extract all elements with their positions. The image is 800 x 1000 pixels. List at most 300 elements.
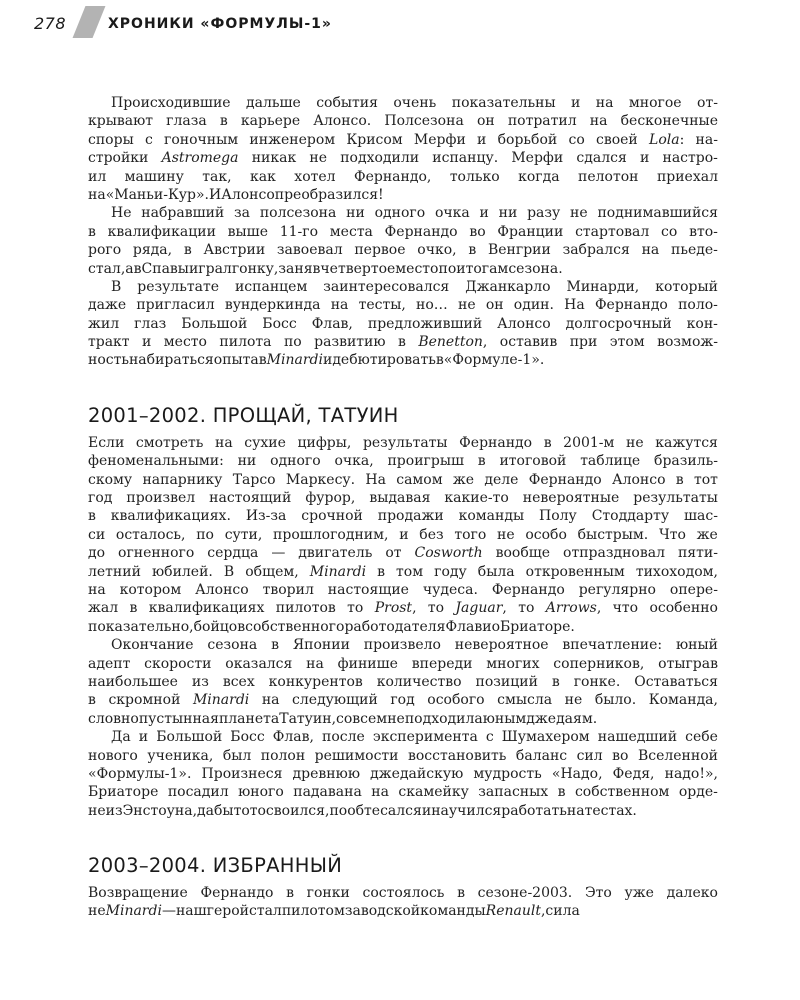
word: сезона xyxy=(207,637,258,654)
text-line xyxy=(88,673,718,691)
word: регулярно xyxy=(578,581,656,598)
word: на xyxy=(589,113,608,130)
word: 2001-м xyxy=(563,434,615,451)
word: то xyxy=(427,600,445,617)
word: при xyxy=(569,334,598,351)
word: возмож- xyxy=(657,334,718,351)
word: и xyxy=(571,95,581,111)
intro-block xyxy=(88,94,718,370)
word: долгосрочный xyxy=(565,315,672,332)
word: в xyxy=(258,352,267,369)
word: совсем xyxy=(336,710,388,727)
word: в xyxy=(271,637,279,654)
word: по xyxy=(283,334,302,351)
word: то xyxy=(347,600,364,617)
word: словно xyxy=(88,710,139,727)
word: На xyxy=(564,297,585,314)
word: дальше xyxy=(245,95,301,111)
word: тот xyxy=(233,802,258,819)
word: На xyxy=(365,471,386,488)
word: из xyxy=(191,673,209,690)
text-line xyxy=(88,260,718,278)
word: в xyxy=(557,784,566,801)
word: осталось, xyxy=(115,526,186,543)
word: «Формулы-1». xyxy=(88,765,192,782)
word: себе xyxy=(685,729,718,746)
word: гонки xyxy=(306,885,350,902)
word: наибольшее xyxy=(88,673,178,690)
word: не xyxy=(88,802,106,819)
word: финише xyxy=(337,655,398,672)
word: запасных xyxy=(478,784,549,801)
word: быстрым. xyxy=(577,526,649,543)
word: на xyxy=(371,784,389,801)
word: за xyxy=(234,205,251,222)
word: разу xyxy=(527,205,561,222)
text-line xyxy=(88,618,718,636)
word: и xyxy=(322,352,333,369)
word: чудеса. xyxy=(422,581,478,598)
word: Minardi xyxy=(309,563,367,580)
word: Lola: xyxy=(649,131,685,148)
word: самом xyxy=(396,471,443,488)
word: произвел xyxy=(126,490,196,507)
text-line xyxy=(88,112,718,130)
word: пообтесался xyxy=(329,802,422,819)
word: стройки xyxy=(88,150,149,167)
word: и xyxy=(142,334,152,351)
word: дабы xyxy=(197,802,234,819)
word: в xyxy=(183,242,192,259)
word: Prost, xyxy=(374,600,417,617)
word: таблице xyxy=(580,453,641,470)
word: орде- xyxy=(678,784,718,801)
word: Мерфи xyxy=(413,131,466,148)
text-line xyxy=(88,884,718,902)
text-line xyxy=(88,747,718,765)
word: Команда, xyxy=(648,692,718,709)
word: глаз xyxy=(134,315,167,332)
text-line xyxy=(88,765,718,783)
word: квалификации xyxy=(107,223,216,240)
word: который xyxy=(655,278,718,295)
word: без xyxy=(419,526,444,543)
word: Маркесу. xyxy=(285,471,356,488)
word: В xyxy=(111,278,122,295)
word: не xyxy=(626,434,644,451)
word: заинтересовался xyxy=(323,278,450,295)
page-number: 278 xyxy=(34,14,67,33)
word: и xyxy=(138,729,149,746)
word: посадил xyxy=(167,784,229,801)
word: выдавая xyxy=(369,490,431,507)
word: не xyxy=(570,205,588,222)
word: в xyxy=(377,563,385,580)
word: ил xyxy=(88,168,107,185)
word: бразиль- xyxy=(654,453,718,470)
word: глаза xyxy=(166,113,207,130)
word: на xyxy=(261,692,280,709)
word: Франции xyxy=(497,223,564,240)
word: было. xyxy=(594,692,637,709)
word: Австрии xyxy=(203,242,266,259)
word: следующий xyxy=(292,692,378,709)
word: на xyxy=(566,802,585,819)
word: работать xyxy=(501,802,567,819)
word: набираться xyxy=(128,352,214,369)
word: результаты xyxy=(362,434,448,451)
word: в xyxy=(129,600,138,617)
word: джедайскую xyxy=(370,765,464,782)
word: Это xyxy=(584,885,612,902)
word: нового xyxy=(88,747,138,764)
word: предложивший xyxy=(367,315,483,332)
word: отыграв xyxy=(658,655,718,672)
word: Из-за xyxy=(245,508,287,525)
word: Jaguar, xyxy=(455,600,507,617)
word: в xyxy=(675,471,684,488)
word: на xyxy=(88,581,106,598)
word: Arrows, xyxy=(545,600,602,617)
word: поднимавшийся xyxy=(597,205,718,222)
word: Алонсо xyxy=(497,315,551,332)
word: так, xyxy=(202,168,232,185)
word: кон- xyxy=(686,315,718,332)
word: Benetton, xyxy=(418,334,488,351)
word: как xyxy=(250,168,276,185)
word: инженером xyxy=(249,131,336,148)
word: дебютировать xyxy=(332,352,436,369)
word: Большой xyxy=(181,315,248,332)
word: то xyxy=(518,600,535,617)
word: в xyxy=(468,242,477,259)
text-line xyxy=(88,296,718,314)
word: преобразился! xyxy=(274,186,384,203)
word: события xyxy=(316,95,378,111)
word: Если xyxy=(88,434,125,451)
text-line xyxy=(88,315,718,333)
word: место xyxy=(163,334,207,351)
word: на xyxy=(88,186,106,203)
word: Энстоуна, xyxy=(122,802,198,819)
word: Minardi xyxy=(105,903,162,920)
word: в xyxy=(457,885,465,902)
word: Фернандо xyxy=(200,885,274,902)
page-content xyxy=(88,94,718,921)
word: Флав, xyxy=(311,315,353,332)
paragraph xyxy=(88,278,718,370)
word: пьеде- xyxy=(671,242,718,259)
word: Большой xyxy=(156,729,223,746)
word: впереди xyxy=(411,655,473,672)
word: на xyxy=(306,655,324,672)
word: особенно xyxy=(649,600,718,617)
word: срочной xyxy=(301,508,363,525)
word: был xyxy=(222,747,252,764)
word: из xyxy=(105,802,123,819)
word: пелотон xyxy=(578,168,639,185)
word: он xyxy=(485,297,504,314)
word: подходили xyxy=(340,150,420,167)
word: по xyxy=(438,260,457,277)
text-line xyxy=(88,241,718,259)
word: герой xyxy=(206,903,249,920)
word: он xyxy=(476,113,495,130)
word: скамейку xyxy=(398,784,469,801)
word: Алонсо. xyxy=(313,113,372,130)
word: сил xyxy=(576,747,603,764)
word: Фернандо xyxy=(459,434,533,451)
text-line xyxy=(88,710,718,728)
word: настро- xyxy=(662,150,718,167)
word: показательно, xyxy=(88,618,194,635)
word: произвело xyxy=(363,637,441,654)
word: далеко xyxy=(666,885,718,902)
word: пилотов xyxy=(275,600,336,617)
word: пяти- xyxy=(677,545,718,562)
word: Фернандо xyxy=(384,223,458,240)
word: Алонсо xyxy=(195,581,249,598)
word: работодателя xyxy=(344,618,446,635)
word: набравший xyxy=(141,205,225,222)
text-line xyxy=(88,563,718,581)
word: Фернандо xyxy=(528,471,602,488)
word: ученика, xyxy=(147,747,214,764)
word: напарнику xyxy=(142,471,223,488)
word: а xyxy=(125,260,134,277)
text-line xyxy=(88,599,718,617)
word: Мерфи xyxy=(511,150,564,167)
word: полон xyxy=(260,747,306,764)
word: Оставаться xyxy=(634,673,718,690)
word: очка xyxy=(434,205,470,222)
word: невероятные xyxy=(522,490,620,507)
header-slash-decoration xyxy=(73,6,106,38)
word: не xyxy=(88,903,106,920)
word: потратил xyxy=(507,113,577,130)
word: Возвращение xyxy=(88,885,188,902)
word: Федя, xyxy=(612,765,655,782)
word: баланс xyxy=(515,747,568,764)
paragraph xyxy=(88,884,718,921)
text-line xyxy=(88,149,718,167)
paragraph xyxy=(88,94,718,204)
word: но… xyxy=(416,297,448,314)
word: юным xyxy=(482,710,527,727)
word: поло- xyxy=(678,297,718,314)
word: места xyxy=(329,223,373,240)
text-line xyxy=(88,489,718,507)
word: гоночным xyxy=(164,131,239,148)
word: Фернандо, xyxy=(353,168,432,185)
word: скому xyxy=(88,471,133,488)
word: даже xyxy=(88,297,127,314)
word: сути, xyxy=(224,526,263,543)
word: Тарсо xyxy=(232,471,276,488)
word: споры xyxy=(88,131,134,148)
word: сезоне-2003. xyxy=(477,885,573,902)
word: решимости xyxy=(314,747,399,764)
word: со xyxy=(568,131,585,148)
word: показательны xyxy=(451,95,556,111)
word: В xyxy=(223,563,235,580)
word: настоящий xyxy=(209,490,292,507)
word: Минарди, xyxy=(566,278,640,295)
text-line xyxy=(88,434,718,452)
word: Astromega xyxy=(161,150,239,167)
word: Что xyxy=(658,526,686,543)
word: Полсезона xyxy=(384,113,464,130)
word: же xyxy=(696,526,718,543)
word: мудрость xyxy=(473,765,542,782)
word: том xyxy=(396,563,424,580)
word: развитию xyxy=(314,334,386,351)
text-line xyxy=(88,544,718,562)
word: Джанкарло xyxy=(465,278,551,295)
word: со xyxy=(661,223,678,240)
word: не xyxy=(564,692,583,709)
word: Окончание xyxy=(111,637,194,654)
word: количество xyxy=(376,673,462,690)
word: тестах. xyxy=(584,802,637,819)
text-line xyxy=(88,471,718,489)
word: до xyxy=(88,545,106,562)
word: сухие xyxy=(244,434,286,451)
word: в xyxy=(133,260,142,277)
word: очка, xyxy=(334,453,374,470)
word: ряда, xyxy=(132,242,173,259)
word: борьбой xyxy=(497,131,558,148)
word: одного xyxy=(374,205,426,222)
word: Полу xyxy=(539,508,577,525)
paragraph xyxy=(88,434,718,636)
word: Стоддарту xyxy=(591,508,670,525)
word: после xyxy=(322,729,365,746)
word: какие-то xyxy=(444,490,509,507)
word: никак xyxy=(251,150,297,167)
word: планета xyxy=(218,710,280,727)
word: соперников, xyxy=(553,655,645,672)
word: Татуин, xyxy=(279,710,337,727)
word: на xyxy=(215,434,233,451)
word: фурор, xyxy=(305,490,356,507)
text-line xyxy=(88,333,718,351)
word: собственном xyxy=(574,784,670,801)
word: в xyxy=(551,673,560,690)
word: творил xyxy=(262,581,314,598)
word: опере- xyxy=(669,581,718,598)
word: деле xyxy=(484,471,519,488)
word: тракт xyxy=(88,334,130,351)
word: смысла xyxy=(497,692,553,709)
text-line xyxy=(88,94,718,112)
word: «Формуле-1». xyxy=(443,352,545,369)
word: своей xyxy=(596,131,638,148)
word: рого xyxy=(88,242,122,259)
word: Minardi xyxy=(192,692,250,709)
word: научился xyxy=(431,802,502,819)
word: только xyxy=(449,168,500,185)
word: многое xyxy=(628,95,682,111)
word: год xyxy=(88,490,113,507)
word: полсезона xyxy=(259,205,337,222)
word: котором xyxy=(119,581,182,598)
word: Бриаторе xyxy=(88,784,159,801)
word: цифры, xyxy=(297,434,352,451)
word: выше xyxy=(227,223,268,240)
word: ни xyxy=(498,205,518,222)
text-line xyxy=(88,186,718,204)
word: вундеркинда xyxy=(224,297,321,314)
word: бесконечные xyxy=(620,113,718,130)
word: проигрыш xyxy=(387,453,464,470)
word: четвертое xyxy=(320,260,396,277)
word: Вселенной xyxy=(637,747,718,764)
word: пригласил xyxy=(136,297,215,314)
word: в xyxy=(398,334,406,351)
word: испанцем xyxy=(234,278,308,295)
word: во xyxy=(612,747,629,764)
paragraph xyxy=(88,636,718,728)
word: освоился, xyxy=(257,802,330,819)
word: и xyxy=(421,802,432,819)
word: очко, xyxy=(417,242,457,259)
word: этом xyxy=(609,334,645,351)
word: Renault, xyxy=(485,903,546,920)
word: Шумахером xyxy=(501,729,590,746)
word: пилота xyxy=(219,334,272,351)
word: 11-го xyxy=(279,223,319,240)
word: стартовал xyxy=(575,223,650,240)
word: Флавио xyxy=(445,618,501,635)
word: ни xyxy=(237,453,257,470)
section-heading-2003-2004: 2003–2004. ИЗБРАННЫЙ xyxy=(88,854,343,878)
word: юный xyxy=(675,637,718,654)
word: шас- xyxy=(684,508,718,525)
section-2003-2004-body xyxy=(88,884,718,921)
word: — xyxy=(161,903,176,920)
word: прошлогодним, xyxy=(273,526,389,543)
word: на xyxy=(641,242,660,259)
word: пилотом xyxy=(281,903,345,920)
word: смотреть xyxy=(135,434,204,451)
word: огненного xyxy=(118,545,195,562)
text-line xyxy=(88,655,718,673)
word: с xyxy=(144,131,153,148)
word: квалификациях xyxy=(148,600,265,617)
word: Minardi xyxy=(266,352,323,369)
word: и xyxy=(639,150,650,167)
word: Фернандо xyxy=(491,581,565,598)
word: итоговой xyxy=(499,453,567,470)
word: Спа xyxy=(141,260,170,277)
word: особого xyxy=(427,692,485,709)
word: — xyxy=(271,545,286,562)
word: Произнеся xyxy=(201,765,283,782)
word: Флав, xyxy=(272,729,314,746)
word: крывают xyxy=(88,113,154,130)
running-header-title: ХРОНИКИ «ФОРМУЛЫ-1» xyxy=(108,16,332,32)
word: вообще xyxy=(495,545,551,562)
word: Бриаторе. xyxy=(500,618,575,635)
word: команды xyxy=(458,508,525,525)
word: И xyxy=(209,186,222,203)
word: вто- xyxy=(689,223,718,240)
word: же xyxy=(452,471,475,488)
word: эксперимента xyxy=(372,729,478,746)
text-line xyxy=(88,802,718,820)
word: восстановить xyxy=(408,747,507,764)
